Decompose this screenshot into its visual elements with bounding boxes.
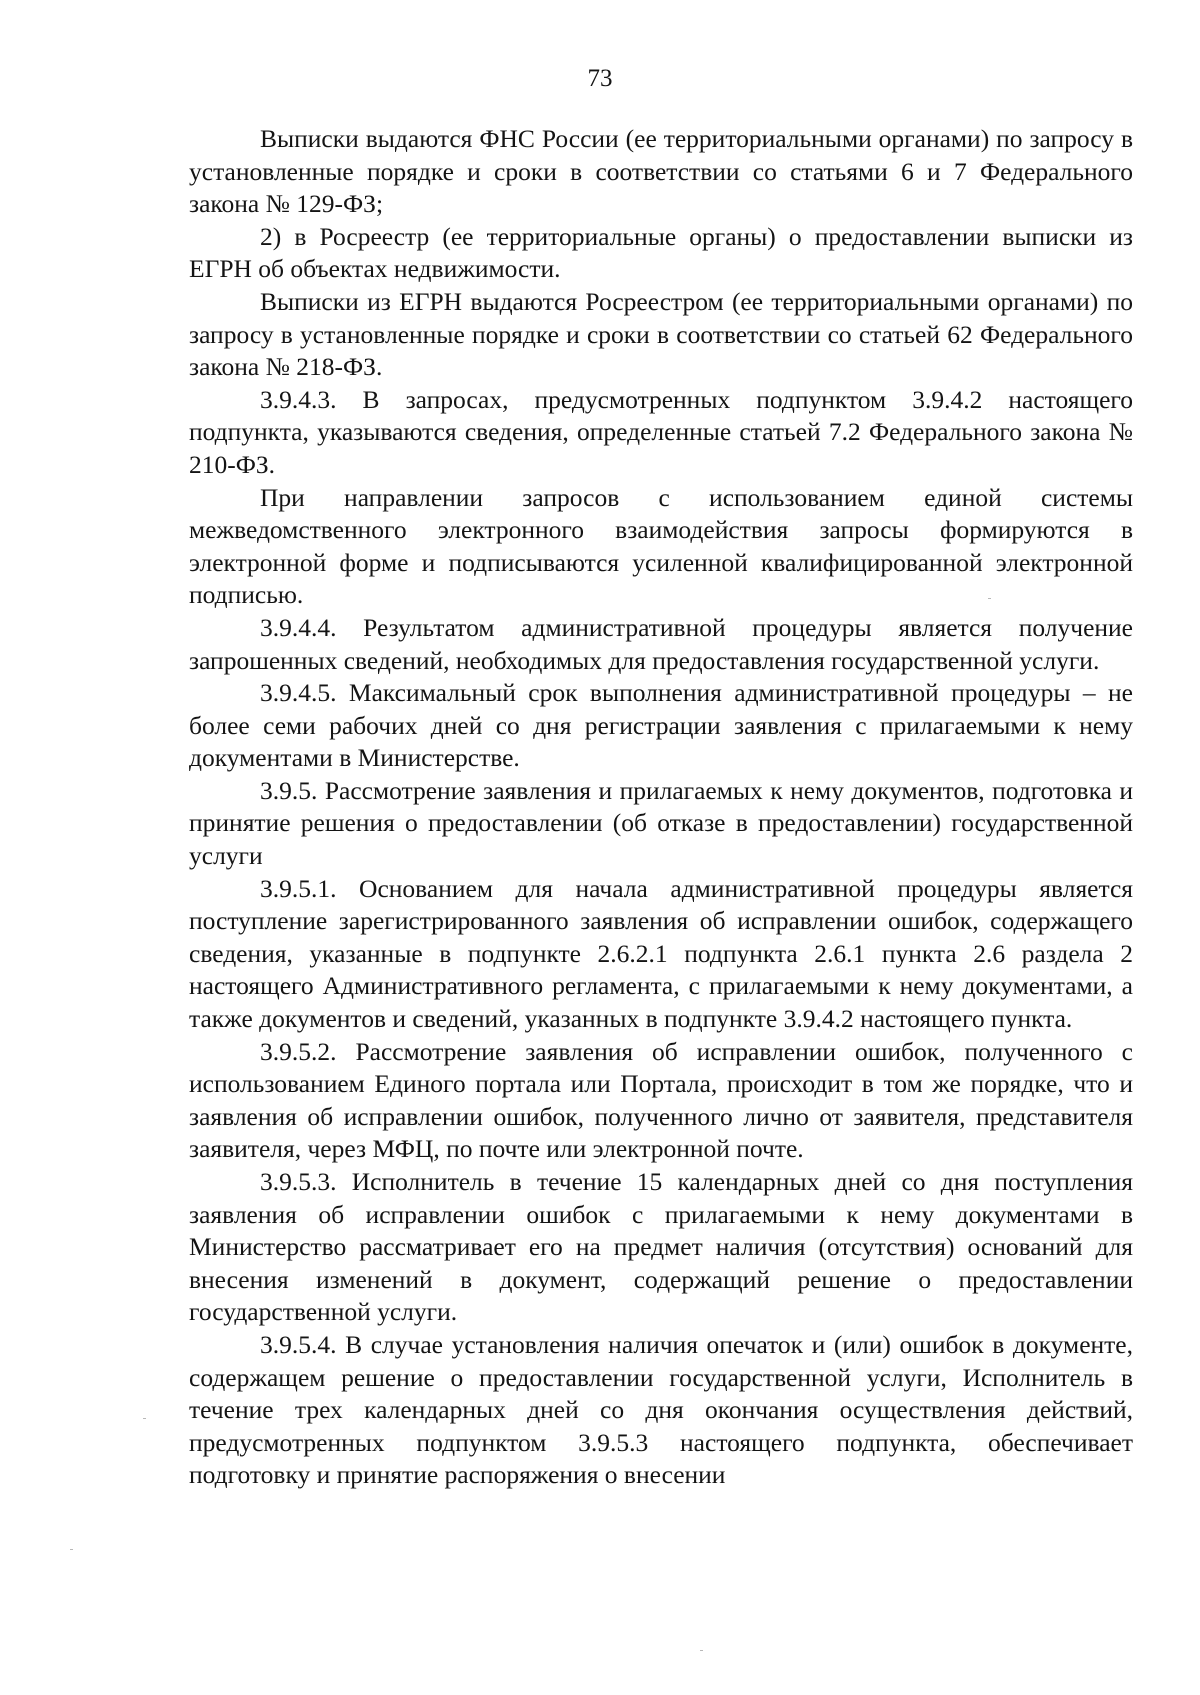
paragraph-interagency-requests: При направлении запросов с использованием единой системы межведомственного электронного взаимодействия запросы формируются в электронной форме и подписываются усиленной квалифицированной электронной подписью. [189, 482, 1133, 610]
paragraph-rosreestr-request: 2) в Росреестр (ее территориальные органы) о предоставлении выписки из ЕГРН об объектах недвижимости. [189, 221, 1133, 284]
paragraph-3-9-5-1: 3.9.5.1. Основанием для начала административной процедуры является поступление зарегистрированного заявления об исправлении ошибок, содержащего сведения, указанные в подпункте 2.6.2.1 подпункта 2.6.1 пункта 2.6 раздела 2 настоящего Административного регламента, с прилагаемыми к нему документами, а также документов и сведений, указанных в подпункте 3.9.4.2 настоящего пункта. [189, 873, 1133, 1034]
scan-speck [988, 598, 991, 599]
paragraph-fns-extracts: Выписки выдаются ФНС России (ее территориальными органами) по запросу в установленные порядке и сроки в соответствии со статьями 6 и 7 Федерального закона № 129-ФЗ; [189, 124, 1133, 219]
page-number: 73 [587, 65, 613, 92]
paragraph-3-9-4-3: 3.9.4.3. В запросах, предусмотренных подпунктом 3.9.4.2 настоящего подпункта, указываются сведения, определенные статьей 7.2 Федерального закона № 210-ФЗ. [189, 384, 1133, 479]
scan-speck [143, 1418, 146, 1419]
paragraph-egrn-extracts: Выписки из ЕГРН выдаются Росреестром (ее территориальными органами) по запросу в установленные порядке и сроки в соответствии со статьей 62 Федерального закона № 218-ФЗ. [189, 286, 1133, 382]
paragraph-3-9-5-4: 3.9.5.4. В случае установления наличия опечаток и (или) ошибок в документе, содержащем решение о предоставлении государственной услуги, Исполнитель в течение трех календарных дней со дня окончания осуществления действий, предусмотренных подпунктом 3.9.5.3 настоящего подпункта, обеспечивает подготовку и принятие распоряжения о внесении [189, 1329, 1133, 1490]
scan-speck [700, 1650, 703, 1651]
paragraph-3-9-5: 3.9.5. Рассмотрение заявления и прилагаемых к нему документов, подготовка и принятие решения о предоставлении (об отказе в предоставлении) государственной услуги [189, 775, 1133, 871]
document-body [189, 123, 1133, 1492]
paragraph-3-9-5-2: 3.9.5.2. Рассмотрение заявления об исправлении ошибок, полученного с использованием Единого портала или Портала, происходит в том же порядке, что и заявления об исправлении ошибок, полученного лично от заявителя, представителя заявителя, через МФЦ, по почте или электронной почте. [189, 1036, 1133, 1164]
paragraph-3-9-4-5: 3.9.4.5. Максимальный срок выполнения административной процедуры – не более семи рабочих дней со дня регистрации заявления с прилагаемыми к нему документами в Министерстве. [189, 678, 1133, 773]
scan-speck [70, 1549, 73, 1550]
paragraph-3-9-5-3: 3.9.5.3. Исполнитель в течение 15 календарных дней со дня поступления заявления об исправлении ошибок с прилагаемыми к нему документами в Министерство рассматривает его на предмет наличия (отсутствия) оснований для внесения изменений в документ, содержащий решение о предоставлении государственной услуги. [189, 1167, 1133, 1327]
paragraph-3-9-4-4: 3.9.4.4. Результатом административной процедуры является получение запрошенных сведений, необходимых для предоставления государственной услуги. [189, 612, 1133, 675]
